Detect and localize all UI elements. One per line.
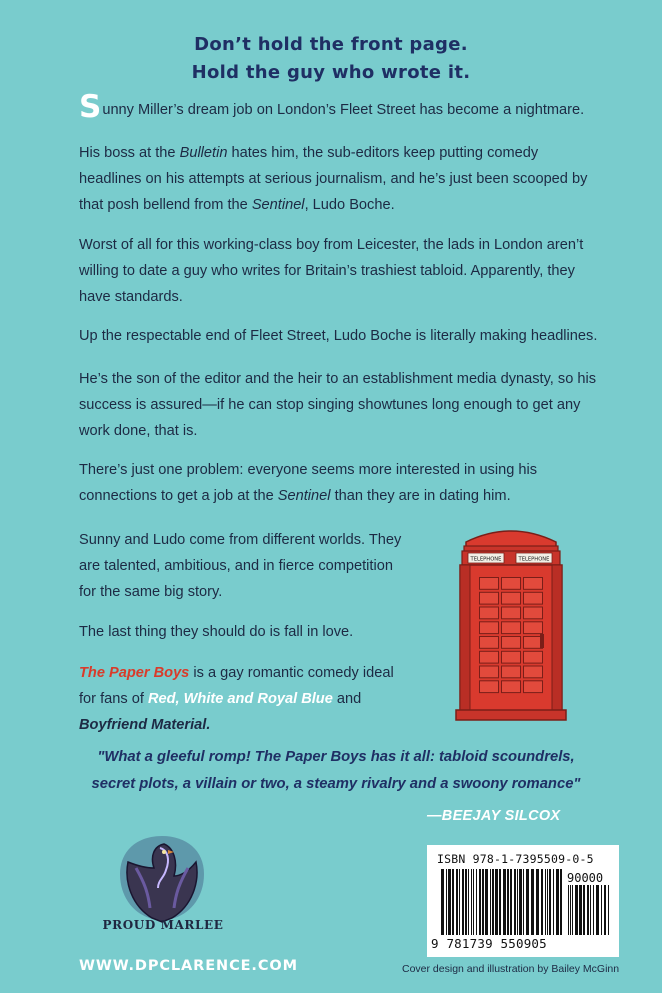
barcode-bar [560,869,562,935]
blurb-text: and [332,691,362,707]
barcode-bar [448,869,451,935]
barcode-bars [441,869,563,935]
barcode-bar [570,885,571,935]
window-pane [480,681,499,693]
barcode-bar [465,869,467,935]
barcode-bar [471,869,472,935]
publisher-website: WWW.DPCLARENCE.COM [79,958,298,974]
barcode-bar [549,869,551,935]
window-pane [524,578,543,590]
barcode-bar [575,885,578,935]
barcode-bar [456,869,458,935]
window-pane [502,681,521,693]
barcode-bar [452,869,454,935]
barcode-bar [572,885,573,935]
window-pane [480,592,499,604]
window-pane [502,637,521,649]
barcode-bar [553,869,554,935]
barcode-bar [608,885,609,935]
quote-attribution: —BEEJAY SILCOX [427,808,561,824]
barcode-bar [490,869,491,935]
phonebox-sign-left: TELEPHONE [470,556,502,563]
sentinel-title: Sentinel [251,197,305,213]
barcode-bar [541,869,543,935]
phonebox-sign-right: TELEPHONE [518,556,550,563]
bulletin-title: Bulletin [179,145,228,161]
window-pane [480,651,499,663]
blurb-text: than they are in dating him. [330,488,511,504]
window-pane [480,607,499,619]
window-pane [502,607,521,619]
window-pane [502,666,521,678]
barcode-bar [468,869,469,935]
barcode-bar [482,869,484,935]
barcode-bar [441,869,444,935]
barcode-bar [485,869,488,935]
window-pane [480,666,499,678]
blurb-paragraph-9 [79,660,405,738]
window-pane [524,666,543,678]
barcode-bar [604,885,606,935]
isbn-number: ISBN 978-1-7395509-0-5 [437,852,594,866]
blurb-paragraph-6 [79,457,599,509]
blurb-paragraph-8: The last thing they should do is fall in love. [79,624,354,640]
barcode-bar [579,885,582,935]
barcode-bar [583,885,585,935]
barcode-bar [459,869,460,935]
blurb-paragraph-1-text: unny Miller’s dream job on London’s Fleet Street has become a nightmare. [102,102,585,118]
barcode-bar [492,869,494,935]
barcode-bar [593,885,594,935]
price-code: 90000 [567,871,604,885]
barcode-bar [531,869,534,935]
barcode-bar [476,869,477,935]
sentinel-title: Sentinel [277,488,331,504]
window-pane [524,681,543,693]
drop-cap: S [79,89,102,125]
window-pane [524,651,543,663]
barcode-bar [590,885,591,935]
swan-crest-icon [114,832,210,924]
window-pane [502,578,521,590]
blurb-text: His boss at the [79,145,180,161]
review-quote: "What a gleeful romp! The Paper Boys has it all: tabloid scoundrels, secret plots, a villain or two, a steamy rivalry and a swoony romance" [91,749,581,792]
barcode-bar [503,869,506,935]
window-pane [524,592,543,604]
barcode-bar [479,869,481,935]
blurb-text: hates him, the sub-editors keep putting comedy headlines on his attempts at serious journalism, and he’s just been scooped by that posh bellend from the [79,145,588,213]
blurb-text: There’s just one problem: everyone seems more interested in using his connections to get a job at the [79,462,538,504]
window-pane [502,592,521,604]
tagline-line-1: Don’t hold the front page. [194,34,468,55]
blurb-paragraph-5: He’s the son of the editor and the heir to an establishment media dynasty, so his success is assured—if he can stop singing showtunes long enough to get any work done, that is. [79,371,597,439]
window-pane [480,637,499,649]
barcode-bar [519,869,522,935]
barcode-bar [495,869,498,935]
tagline-line-2: Hold the guy who wrote it. [191,62,471,83]
isbn-barcode [427,845,619,957]
barcode-bar [510,869,512,935]
addon-barcode-bars [568,885,612,935]
barcode-bar [596,885,599,935]
comparison-title-2: Boyfriend Material. [79,717,211,733]
barcode-bar [601,885,602,935]
barcode-bar [514,869,516,935]
window-pane [524,622,543,634]
barcode-bar [587,885,589,935]
barcode-bar [507,869,509,935]
window-pane [502,651,521,663]
barcode-bar [473,869,474,935]
publisher-name: PROUD MARLEE [102,918,224,932]
window-pane [502,622,521,634]
blurb-paragraph-7: Sunny and Ludo come from different worlds. They are talented, ambitious, and in fierce competition for the same big story. [79,532,402,600]
blurb-text: , Ludo Boche. [304,197,395,213]
barcode-bar [536,869,539,935]
barcode-bar [517,869,518,935]
blurb-paragraph-2 [79,140,599,218]
window-pane [524,607,543,619]
barcode-bar [499,869,501,935]
window-pane [480,622,499,634]
barcode-bar [547,869,548,935]
barcode-bar [545,869,546,935]
window-pane [524,637,543,649]
blurb-paragraph-3: Worst of all for this working-class boy from Leicester, the lads in London aren’t willing to date a guy who writes for Britain’s trashiest tabloid. Apparently, they have standards. [79,237,584,305]
barcode-bar [556,869,559,935]
barcode-bar [568,885,569,935]
blurb-paragraph-4: Up the respectable end of Fleet Street, Ludo Boche is literally making headlines. [79,328,598,344]
blurb-paragraph-1 [79,89,599,125]
barcode-bar [462,869,464,935]
cover-credit: Cover design and illustration by Bailey McGinn [402,963,620,975]
book-title: The Paper Boys [79,665,190,681]
comparison-title-1: Red, White and Royal Blue [147,691,333,707]
blurb-text: is a gay romantic comedy ideal for fans of [79,665,394,707]
telephone-box-illustration [452,524,570,722]
window-pane [480,578,499,590]
barcode-bar [446,869,447,935]
barcode-digits: 9 781739 550905 [431,936,547,951]
barcode-bar [523,869,524,935]
barcode-bar [526,869,529,935]
